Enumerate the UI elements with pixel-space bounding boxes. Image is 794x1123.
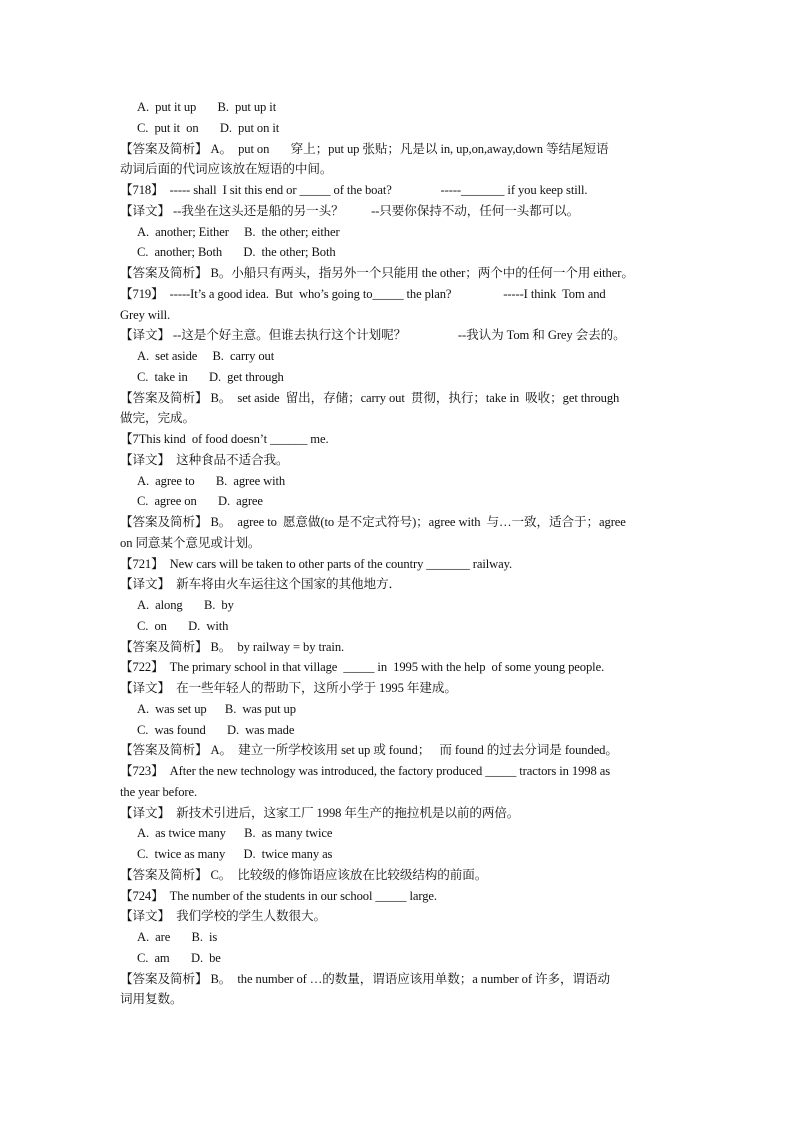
option-line: A. was set up B. was put up bbox=[137, 701, 296, 716]
translation-line: 【译文】 新技术引进后，这家工厂 1998 年生产的拖拉机是以前的两倍。 bbox=[120, 805, 520, 820]
answer-line: 做完，完成。 bbox=[120, 411, 195, 426]
translation-line: 【译文】 --我坐在这头还是船的另一头？ --只要你保持不动，任何一头都可以。 bbox=[120, 203, 580, 218]
question-line: 【722】 The primary school in that village _____ in 1995 with the help of some young people. bbox=[120, 660, 605, 675]
option-line: A. another; Either B. the other; either bbox=[137, 224, 340, 239]
option-line: A. put it up B. put up it bbox=[137, 100, 277, 114]
question-line: Grey will. bbox=[120, 307, 171, 322]
question-line: 【723】 After the new technology was introduced, the factory produced _____ tractors in 1998 as bbox=[120, 764, 611, 778]
question-line: 【718】 ----- shall I sit this end or _____ of the boat? -----_______ if you keep still. bbox=[120, 183, 588, 197]
question-line: 【724】 The number of the students in our school _____ large. bbox=[120, 888, 437, 903]
option-line: A. agree to B. agree with bbox=[137, 473, 286, 488]
translation-line: 【译文】 在一些年轻人的帮助下，这所小学于 1995 年建成。 bbox=[120, 681, 457, 695]
answer-line: 动词后面的代词应该放在短语的中间。 bbox=[120, 162, 333, 177]
option-line: C. was found D. was made bbox=[137, 722, 295, 737]
option-line: C. put it on D. put on it bbox=[137, 120, 280, 135]
option-line: C. agree on D. agree bbox=[137, 494, 263, 509]
option-line: C. another; Both D. the other; Both bbox=[137, 245, 336, 260]
answer-line: 【答案及简析】 A。 put on 穿上；put up 张贴；凡是以 in, up,on,away,down 等结尾短语 bbox=[120, 141, 609, 156]
answer-line: on 同意某个意见或计划。 bbox=[120, 535, 261, 550]
option-line: C. twice as many D. twice many as bbox=[137, 847, 333, 861]
translation-line: 【译文】 新车将由火车运往这个国家的其他地方． bbox=[120, 577, 401, 592]
translation-line: 【译文】 --这是个好主意。但谁去执行这个计划呢？ --我认为 Tom 和 Grey 会去的。 bbox=[120, 328, 626, 343]
option-line: C. take in D. get through bbox=[137, 369, 284, 384]
answer-line: 【答案及简析】 B。小船只有两头，指另外一个只能用 the other；两个中的任何一个用 either。 bbox=[120, 266, 634, 280]
answer-line: 【答案及简析】 B。 agree to 愿意做(to 是不定式符号)；agree with 与…一致，适合于；agree bbox=[120, 515, 626, 529]
answer-line: 【答案及简析】 B。 by railway = by train. bbox=[120, 639, 345, 654]
translation-line: 【译文】 我们学校的学生人数很大。 bbox=[120, 909, 326, 924]
answer-line: 【答案及简析】 B。 set aside 留出，存储；carry out 贯彻，执行；take in 吸收；get through bbox=[120, 390, 620, 405]
option-line: A. along B. by bbox=[137, 598, 234, 612]
option-line: C. am D. be bbox=[137, 950, 221, 965]
answer-line: 【答案及简析】 A。 建立一所学校该用 set up 或 found； 而 found 的过去分词是 founded。 bbox=[120, 743, 618, 758]
option-line: A. are B. is bbox=[137, 930, 218, 944]
option-line: A. as twice many B. as many twice bbox=[137, 826, 333, 841]
translation-line: 【译文】 这种食品不适合我。 bbox=[120, 452, 289, 467]
answer-line: 【答案及简析】 B。 the number of …的数量，谓语应该用单数；a number of 许多，谓语动 bbox=[120, 971, 610, 986]
answer-line: 【答案及简析】 C。 比较级的修饰语应该放在比较级结构的前面。 bbox=[120, 867, 488, 882]
question-line: 【719】 -----It’s a good idea. But who’s going to_____ the plan? -----I think Tom and bbox=[120, 286, 606, 301]
answer-line: 词用复数。 bbox=[120, 992, 183, 1007]
option-line: C. on D. with bbox=[137, 618, 229, 633]
option-line: A. set aside B. carry out bbox=[137, 349, 275, 363]
question-line: 【721】 New cars will be taken to other parts of the country _______ railway. bbox=[120, 556, 513, 571]
question-line: 【7This kind of food doesn’t ______ me. bbox=[120, 432, 329, 446]
document-body bbox=[120, 97, 694, 1010]
question-line: the year before. bbox=[120, 784, 198, 799]
